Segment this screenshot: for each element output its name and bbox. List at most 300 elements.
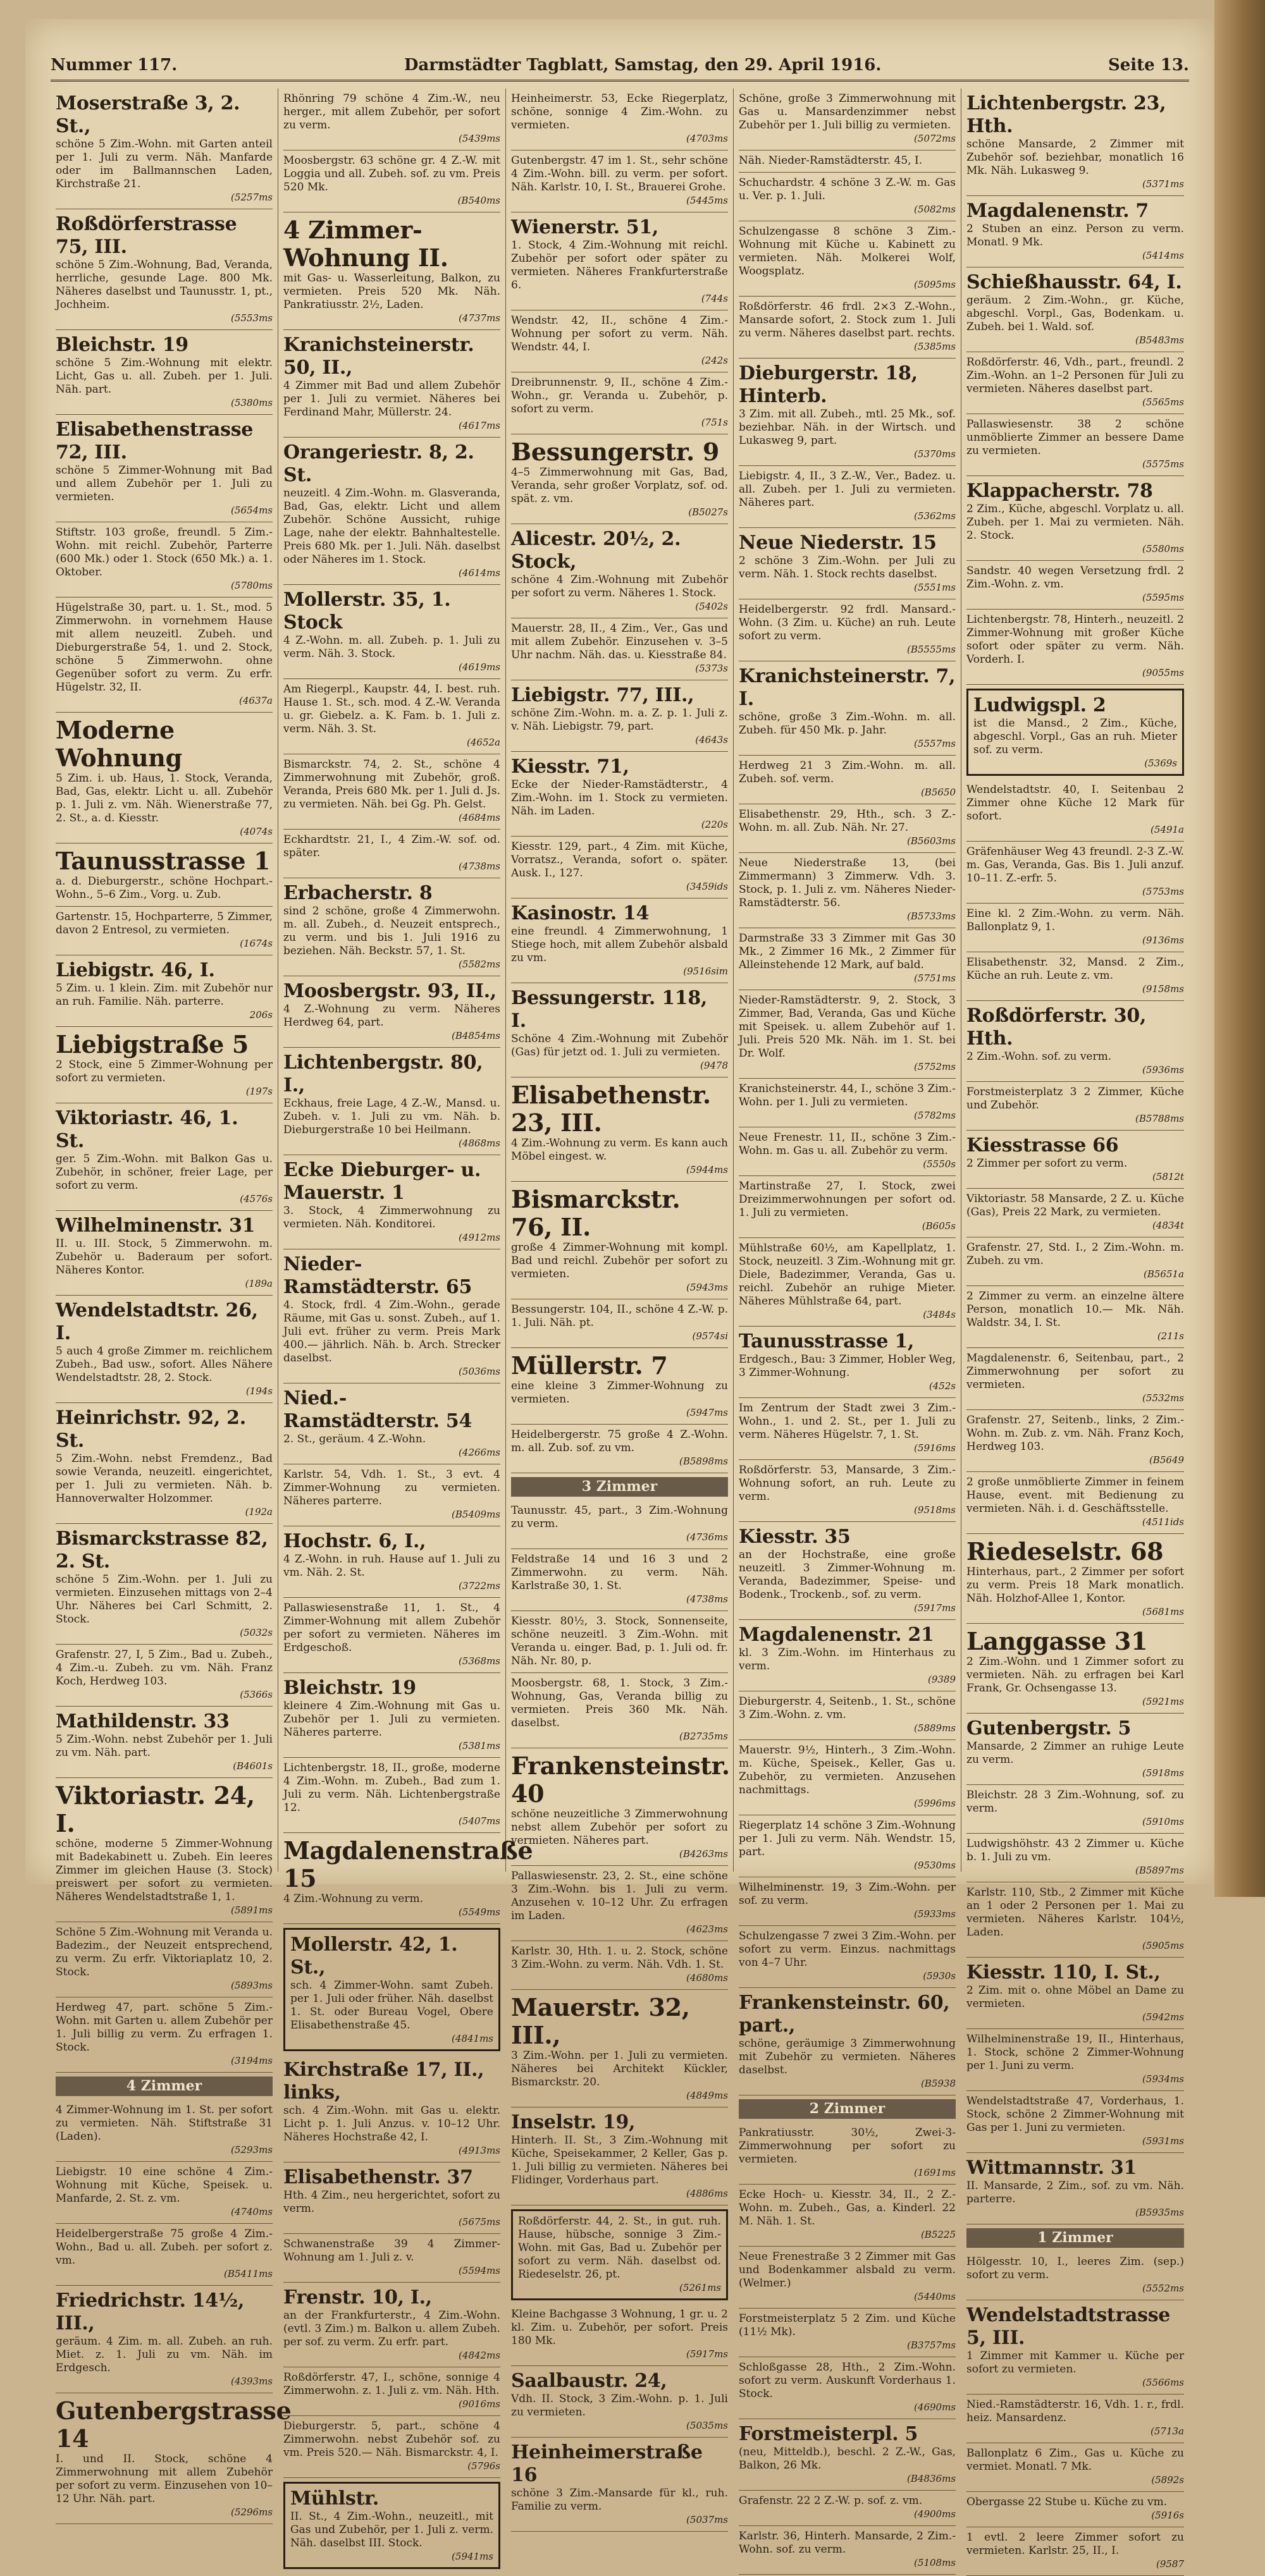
classified-ad — [283, 1383, 500, 1464]
classified-ad — [966, 689, 1184, 776]
ad-headline: Klappacherstr. 78 — [966, 480, 1153, 502]
ad-text: 5 auch 4 große Zimmer m. reichlichem Zubeh., Bad usw., sofort. Alles Nähere Wendelstadtstr. 28, 2. Stock. — [56, 1345, 273, 1384]
classified-ad — [739, 297, 956, 359]
classified-ad — [56, 2224, 273, 2286]
classified-ad — [56, 1645, 273, 1707]
classified-ad — [739, 1327, 956, 1398]
ad-reference-code: (5440ms — [914, 2291, 956, 2302]
ad-reference-code: (5916s — [1151, 2510, 1184, 2521]
classified-ad — [966, 1082, 1184, 1131]
ad-text: Grafenstr. 22 2 Z.-W. p. sof. z. vm. — [739, 2494, 923, 2507]
classified-ad — [56, 415, 273, 522]
classified-ad — [966, 1714, 1184, 1785]
ad-text: schöne, große 3 Zim.-Wohn. m. all. Zubeh. für 450 Mk. p. Jahr. — [739, 711, 956, 737]
ad-text: Kranichsteinerstr. 44, I., schöne 3 Zim.-Wohn. per 1. Juli zu vermieten. — [739, 1083, 956, 1108]
classified-ad — [966, 1534, 1184, 1624]
ad-reference-code: 206s — [249, 1009, 273, 1021]
ad-text: 2 große unmöblierte Zimmer in feinem Hause, event. mit Bedienung zu vermieten. Näh. i. d. Geschäftsstelle. — [966, 1476, 1184, 1515]
ad-reference-code: (B2735ms — [679, 1731, 728, 1742]
ad-text: große 4 Zimmer-Wohnung mit kompl. Bad und reichl. Zubehör per sofort zu vermieten. — [511, 1241, 728, 1280]
classified-ad — [283, 2234, 500, 2283]
classified-ad — [56, 1524, 273, 1645]
classified-ad — [966, 1237, 1184, 1286]
ad-headline: Bismarckstr. 76, II. — [511, 1185, 681, 1241]
ad-text: Karlstr. 54, Vdh. 1. St., 3 evt. 4 Zimmer-Wohnung zu vermieten. Näheres parterre. — [283, 1468, 500, 1507]
ad-reference-code: (211s — [1157, 1330, 1184, 1342]
classified-ad — [56, 1103, 273, 1211]
ad-reference-code: (4266ms — [459, 1447, 500, 1458]
ad-headline: Bessungerstr. 9 — [511, 438, 719, 466]
ad-reference-code: (5491a — [1151, 824, 1184, 835]
ad-headline: Wienerstr. 51, — [511, 216, 659, 238]
ad-reference-code: (5891ms — [231, 1904, 273, 1916]
classified-ad — [56, 843, 273, 907]
classified-ad — [511, 618, 728, 680]
ad-text: Wilhelminenstr. 19, 3 Zim.-Wohn. per sof. zu verm. — [739, 1881, 956, 1907]
classified-ad — [511, 524, 728, 618]
ad-text: Eine kl. 2 Zim.-Wohn. zu verm. Näh. Ballonplatz 9, 1. — [966, 907, 1184, 933]
ad-text: 3 Zim. mit all. Zubeh., mtl. 25 Mk., sof. beziehbar. Näh. in der Wirtsch. und Lukasweg 9, part. — [739, 408, 956, 447]
ad-reference-code: (5944ms — [686, 1164, 728, 1175]
classified-ad — [511, 1549, 728, 1611]
ad-reference-code: (9518ms — [914, 1504, 956, 1516]
ad-text: Roßdörferstr. 46 frdl. 2×3 Z.-Wohn., Mansarde sofort, 2. Stock zum 1. Juli zu verm. Näheres daselbst part. rechts. — [739, 300, 956, 340]
ad-reference-code: (5893ms — [231, 1980, 273, 1991]
classified-ad — [739, 1620, 956, 1691]
ad-reference-code: (4912ms — [459, 1232, 500, 1243]
classified-ad — [739, 853, 956, 928]
ad-headline: Nied.-Ramstädterstr. 54 — [283, 1387, 472, 1432]
ad-reference-code: (5796s — [467, 2460, 500, 2472]
ad-reference-code: (9587 — [1156, 2558, 1184, 2570]
classified-ad — [56, 1778, 273, 1922]
ad-headline: Magdalenenstraße 15 — [283, 1836, 533, 1892]
ad-text: schöne 5 Zim.-Wohnung mit elektr. Licht, Gas u. all. Zubeh. per 1. Juli. Näh. part. — [56, 357, 273, 396]
ad-reference-code: (5892s — [1151, 2474, 1184, 2486]
classified-ad — [966, 1834, 1184, 1882]
ad-text: Ludwigshöhstr. 43 2 Zimmer u. Küche b. 1. Juli zu vm. — [966, 1837, 1184, 1863]
classified-ad — [283, 1833, 533, 1924]
ad-text: (neu, Mitteldb.), beschl. 2 Z.-W., Gas, Balkon, 26 Mk. — [739, 2446, 956, 2472]
ad-text: Näh. Nieder-Ramstädterstr. 45, I. — [739, 154, 923, 167]
classified-ad — [739, 1926, 956, 1988]
classified-ad — [739, 990, 956, 1079]
classified-ad — [56, 330, 273, 415]
classified-ad — [283, 1758, 500, 1833]
classified-ad — [283, 2367, 500, 2416]
ad-reference-code: (5916ms — [914, 1442, 956, 1454]
ad-reference-code: (3459ids — [686, 881, 728, 892]
ad-headline: Kranichsteinerstr. 7, I. — [739, 665, 956, 710]
classified-ad — [511, 899, 728, 983]
classified-ad — [966, 952, 1184, 1001]
ad-text: Liebigstr. 4, II., 3 Z.-W., Ver., Badez. u. all. Zubeh. per 1. Juli zu vermieten. Näheres part. — [739, 470, 956, 509]
ad-reference-code: (5943ms — [686, 1282, 728, 1293]
classified-ad — [966, 610, 1184, 685]
ad-text: Schöne 4 Zim.-Wohnung mit Zubehör (Gas) für jetzt od. 1. Juli zu vermieten. — [511, 1033, 728, 1058]
ad-reference-code: (4913ms — [459, 2145, 500, 2156]
ad-text: Martinstraße 27, I. Stock, zwei Dreizimmerwohnungen per sofort od. 1. Juli zu vermieten. — [739, 1180, 956, 1219]
ad-reference-code: (5371ms — [1142, 178, 1184, 190]
classified-ad — [966, 1624, 1184, 1714]
ad-text: 2 Zimmer per sofort zu verm. — [966, 1157, 1128, 1170]
ad-reference-code: (5366s — [240, 1689, 273, 1700]
ad-text: Heidelbergerstr. 92 frdl. Mansard.-Wohn. (3 Zim. u. Küche) an ruh. Leute sofort zu verm. — [739, 603, 956, 642]
ad-text: Hinterh. II. St., 3 Zim.-Wohnung mit Küche, Speisekammer, 2 Keller, Gas p. 1. Juli billig zu vermieten. Näheres bei Flidinger, Vorderhaus part. — [511, 2134, 728, 2187]
classified-ad — [56, 89, 273, 209]
ad-headline: Nieder-Ramstädterstr. 65 — [283, 1253, 472, 1298]
column-5 — [961, 89, 1189, 2570]
ad-text: Darmstraße 33 3 Zimmer mit Gas 30 Mk., 2 Zimmer 16 Mk., 2 Zimmer für Alleinstehende 12 Mark, auf bald. — [739, 932, 956, 971]
classified-ad — [739, 1691, 956, 1740]
ad-reference-code: (9574si — [692, 1330, 728, 1342]
classified-ad — [511, 1425, 728, 1473]
ad-reference-code: (4074s — [240, 826, 273, 837]
classified-ad — [511, 2366, 728, 2438]
classified-ad — [283, 2482, 500, 2569]
classified-ad — [739, 1988, 956, 2095]
ad-headline: Viktoriastr. 46, 1. St. — [56, 1107, 238, 1152]
ad-text: Heidelbergerstraße 75 große 4 Zim.-Wohn., Bad u. all. Zubeh. per sofort z. vm. — [56, 2228, 273, 2267]
ad-reference-code: (5947ms — [686, 1407, 728, 1418]
ad-reference-code: (9389 — [927, 1674, 956, 1685]
ad-reference-code: (4617ms — [459, 420, 500, 431]
classified-ad — [739, 1522, 956, 1620]
ad-text: ist die Mansd., 2 Zim., Küche, abgeschl. Vorpl., Gas an ruh. Mieter sof. zu verm. — [973, 717, 1177, 756]
classified-ad — [283, 1928, 500, 2051]
ad-headline: Kiesstr. 110, I. St., — [966, 1961, 1161, 1984]
ad-text: Ecke Hoch- u. Kiesstr. 34, II., 2 Z.-Wohn. m. Zubeh., Gas, a. Kinderl. 22 M. Näh. 1. St. — [739, 2188, 956, 2228]
ad-text: 5 Zim.-Wohn. nebst Zubehör per 1. Juli zu vm. Näh. part. — [56, 1733, 273, 1759]
ad-text: Erdgesch., Bau: 3 Zimmer, Hobler Weg, 3 Zimmer-Wohnung. — [739, 1353, 956, 1379]
ad-text: 2 Zim. mit o. ohne Möbel an Dame zu vermieten. — [966, 1984, 1184, 2010]
ad-text: 2 Zim.-Wohn. sof. zu verm. — [966, 1050, 1112, 1063]
ad-reference-code: (194s — [245, 1385, 273, 1397]
ad-reference-code: (189a — [245, 1278, 273, 1289]
ad-reference-code: (B5898ms — [679, 1456, 728, 1467]
book-binding — [1214, 0, 1265, 1897]
ad-text: Am Riegerpl., Kaupstr. 44, I. best. ruh. Hause 1. St., sch. mod. 4 Z.-W. Veranda u. gr. Giebelz. a. K. Fam. b. 1. Juli z. verm. Näh. 3. St. — [283, 683, 500, 735]
ad-text: Nied.-Ramstädterstr. 16, Vdh. 1. r., frdl. heiz. Mansardenz. — [966, 2398, 1184, 2424]
ad-headline: Roßdörferstrasse 75, III. — [56, 213, 237, 258]
ad-text: schöne 5 Zimmer-Wohnung mit Bad und allem Zubehör per 1. Juli zu vermieten. — [56, 464, 273, 503]
classified-ad — [739, 2491, 956, 2526]
ad-reference-code: (5257ms — [231, 192, 273, 203]
ad-text: 2 Stuben an einz. Person zu verm. Monatl. 9 Mk. — [966, 223, 1184, 248]
classified-ad — [511, 372, 728, 434]
ad-headline: Wendelstadtstrasse 5, III. — [966, 2304, 1171, 2349]
ad-headline: Mollerstr. 42, 1. St., — [290, 1934, 458, 1978]
ad-text: Pankratiusstr. 30½, Zwei-3-Zimmerwohnung per sofort zu vermieten. — [739, 2126, 956, 2166]
ad-headline: Mathildenstr. 33 — [56, 1710, 230, 1733]
ad-reference-code: (5931ms — [1142, 2135, 1184, 2147]
ad-reference-code: (B3757ms — [907, 2340, 956, 2351]
classified-ad — [283, 2416, 500, 2478]
classified-ad — [511, 752, 728, 837]
ad-reference-code: (4849ms — [686, 2090, 728, 2101]
ad-headline: Liebigstr. 77, III., — [511, 684, 694, 706]
ad-text: Roßdörferstr. 47, I., schöne, sonnige 4 Zimmerwohn. z. 1. Juli z. vm. Näh. Hth. — [283, 2371, 500, 2397]
ad-reference-code: (4834t — [1152, 1220, 1184, 1231]
section-heading: 3 Zimmer — [511, 1477, 728, 1497]
ad-text: schöne 3 Zim.-Mansarde für kl., ruh. Familie zu verm. — [511, 2487, 728, 2513]
classified-ad — [56, 713, 273, 843]
ad-text: Forstmeisterplatz 5 2 Zim. und Küche (11½ Mk). — [739, 2312, 956, 2338]
classified-ad — [283, 89, 500, 150]
ad-text: Kleine Bachgasse 3 Wohnung, 1 gr. u. 2 kl. Zim. u. Zubehör, per sofort. Preis 180 Mk. — [511, 2308, 728, 2347]
ad-text: 3. Stock, 4 Zimmerwohnung zu vermieten. Näh. Konditorei. — [283, 1205, 500, 1230]
ad-reference-code: (5917ms — [914, 1602, 956, 1614]
classified-ad — [56, 907, 273, 955]
ad-reference-code: (5402s — [695, 601, 728, 612]
classified-ad — [966, 1785, 1184, 1834]
ad-text: Roßdörferstr. 44, 2. St., in gut. ruh. Hause, hübsche, sonnige 3 Zim.-Wohn. mit Gas, Bad u. Zubehör per sofort zu verm. Näh. daselbst od. Riedeselstr. 26, pt. — [518, 2215, 721, 2281]
classified-ad — [739, 528, 956, 599]
ad-text: Sandstr. 40 wegen Versetzung frdl. 2 Zim.-Wohn. z. vm. — [966, 565, 1184, 591]
ad-headline: Liebigstraße 5 — [56, 1030, 249, 1058]
ad-text: Schloßgasse 28, Hth., 2 Zim.-Wohn. sofort zu verm. Auskunft Vorderhaus 1. Stock. — [739, 2361, 956, 2400]
classified-ad — [739, 1127, 956, 1176]
ad-reference-code: (4900ms — [914, 2508, 956, 2520]
ad-text: Grafenstr. 27, Seitenb., links, 2 Zim.-Wohn. m. Zub. z. vm. Näh. Franz Koch, Herdweg 103. — [966, 1414, 1184, 1453]
ad-text: Rhönring 79 schöne 4 Zim.-W., neu herger., mit allem Zubehör, per sofort zu verm. — [283, 92, 500, 132]
ad-reference-code: (744s — [701, 293, 728, 304]
classified-ad — [739, 89, 956, 150]
ad-headline: Magdalenenstr. 7 — [966, 200, 1149, 222]
ad-reference-code: (5032s — [240, 1627, 273, 1638]
ad-text: schöne Zim.-Wohn. m. a. Z. p. 1. Juli z. v. Näh. Liebigstr. 79, part. — [511, 707, 728, 733]
ad-headline: Elisabethenstr. 37 — [283, 2166, 473, 2188]
classified-ad — [283, 830, 500, 878]
ad-text: eine kleine 3 Zimmer-Wohnung zu vermieten. — [511, 1380, 728, 1406]
classified-ad — [283, 212, 500, 330]
ad-headline: Forstmeisterpl. 5 — [739, 2423, 918, 2445]
ad-reference-code: (5580ms — [1142, 543, 1184, 555]
ad-text: Forstmeisterplatz 3 2 Zimmer, Küche und Zubehör. — [966, 1086, 1184, 1112]
ad-reference-code: (197s — [245, 1086, 273, 1097]
classified-ad — [511, 310, 728, 372]
ad-text: Viktoriastr. 58 Mansarde, 2 Z. u. Küche (Gas), Preis 22 Mark, zu vermieten. — [966, 1193, 1184, 1218]
ad-headline: Alicestr. 20½, 2. Stock, — [511, 528, 681, 573]
ad-text: II. u. III. Stock, 5 Zimmerwohn. m. Zubehör u. Baderaum per sofort. Näheres Kontor. — [56, 1237, 273, 1277]
ad-text: Mauerstr. 28, II., 4 Zim., Ver., Gas und mit allem Zubehör. Einzusehen v. 3–5 Uhr nachm. Näh. das. u. Kiesstraße 84. — [511, 622, 728, 661]
ad-text: 1. Stock, 4 Zim.-Wohnung mit reichl. Zubehör per sofort oder später zu vermieten. Näheres Frankfurterstraße 6. — [511, 239, 728, 291]
ad-headline: Müllerstr. 7 — [511, 1351, 668, 1380]
ad-headline: Wendelstadtstr. 26, I. — [56, 1299, 258, 1344]
ad-reference-code: (5362ms — [914, 510, 956, 522]
ad-reference-code: (B5555ms — [907, 644, 956, 655]
classified-ad — [56, 1211, 273, 1296]
ad-text: Grafenstr. 27, I, 5 Zim., Bad u. Zubeh., 4 Zim.-u. Zubeh. zu vm. Näh. Franz Koch, Herdweg 103. — [56, 1648, 273, 1688]
classified-ad — [283, 976, 500, 1048]
ad-text: Lichtenbergstr. 18, II., große, moderne 4 Zim.-Wohn. m. Zubeh., Bad zum 1. Juli zu verm. Näh. Lichtenbergstraße 12. — [283, 1762, 500, 1814]
ad-text: Stiftstr. 103 große, freundl. 5 Zim.-Wohn. mit reichl. Zubehör, Parterre (600 Mk.) oder 1. Stock (650 Mk.) a. 1. Oktober. — [56, 526, 273, 579]
ad-text: sind 2 schöne, große 4 Zimmerwohn. m. all. Zubeh., d. Neuzeit entsprech., zu verm. und bis 1. Juli 1916 zu beziehen. Näh. Beckstr. 57, 1. St. — [283, 905, 500, 957]
ad-reference-code: (9158ms — [1142, 983, 1184, 995]
ad-text: 2 schöne 3 Zim.-Wohn. per Juli zu verm. Näh. 1. Stock rechts daselbst. — [739, 555, 956, 580]
ad-headline: Taunusstrasse 1 — [56, 847, 271, 875]
ad-reference-code: (5380ms — [231, 397, 273, 408]
classified-ad — [739, 2526, 956, 2575]
ad-headline: Kiesstr. 35 — [739, 1526, 851, 1548]
classified-ad — [283, 150, 500, 212]
classified-ad — [511, 1990, 728, 2107]
classified-ad — [511, 2209, 728, 2300]
classified-ad — [966, 2527, 1184, 2576]
ad-text: an der Frankfurterstr., 4 Zim.-Wohn. (evtl. 3 Zim.) m. Balkon u. allem Zubeh. per sof. zu verm. Zu erfr. part. — [283, 2309, 500, 2348]
ad-reference-code: (5933ms — [914, 1908, 956, 1920]
ad-reference-code: (5082ms — [914, 204, 956, 215]
ad-reference-code: (5780ms — [231, 580, 273, 591]
classified-ad — [283, 1673, 500, 1758]
ad-headline: Riedeselstr. 68 — [966, 1537, 1164, 1566]
classified-ad — [511, 1748, 728, 1866]
ad-text: 2 Zim.-Wohn. und 1 Zimmer sofort zu vermieten. Näh. zu erfragen bei Karl Frank, Gr. Ochsengasse 13. — [966, 1655, 1184, 1695]
classified-ad — [739, 804, 956, 853]
ad-reference-code: (B5897ms — [1135, 1865, 1184, 1876]
ad-reference-code: (B5411ms — [224, 2268, 273, 2279]
ad-text: Grafenstr. 27, Std. I., 2 Zim.-Wohn. m. Zubeh. zu vm. — [966, 1241, 1184, 1267]
ad-reference-code: (B5788ms — [1135, 1113, 1184, 1124]
ad-text: Mauerstr. 9½, Hinterh., 3 Zim.-Wohn. m. Küche, Speisek., Keller, Gas u. Zubehör, zu vermieten. Anzusehen nachmittags. — [739, 1744, 956, 1796]
ad-headline: Erbacherstr. 8 — [283, 882, 433, 904]
classified-ad — [56, 2162, 273, 2224]
ad-reference-code: (5037ms — [686, 2514, 728, 2525]
ad-headline: Frankensteinstr. 40 — [511, 1751, 730, 1808]
ad-text: Im Zentrum der Stadt zwei 3 Zim.-Wohn., 1. und 2. St., per 1. Juli zu verm. Näheres Hügelstr. 7, 1. St. — [739, 1402, 956, 1441]
ad-text: Dreibrunnenstr. 9, II., schöne 4 Zim.-Wohn., gr. Veranda u. Zubehör, p. sofort zu verm. — [511, 376, 728, 415]
ad-reference-code: (5373s — [695, 663, 728, 674]
ad-text: 4 Z.-Wohnung zu verm. Näheres Herdweg 64, part. — [283, 1003, 500, 1029]
ad-text: Schöne, große 3 Zimmerwohnung mit Gas u. Mansardenzimmer nebst Zubehör per 1. Juli billig zu vermieten. — [739, 92, 956, 132]
ad-text: schöne 5 Zim.-Wohnung, Bad, Veranda, herrliche, gesunde Lage. 800 Mk. Näheres daselbst und Taunusstr. 1, pt., Jochheim. — [56, 259, 273, 311]
ad-reference-code: (B4854ms — [452, 1030, 500, 1041]
ad-reference-code: (B5603ms — [907, 835, 956, 847]
ad-reference-code: (5414ms — [1142, 250, 1184, 261]
classified-ad — [56, 598, 273, 713]
ad-reference-code: (5713a — [1151, 2426, 1184, 2437]
classified-ad — [56, 1707, 273, 1778]
ad-reference-code: (5261ms — [679, 2282, 721, 2293]
ad-reference-code: (5369s — [1144, 757, 1177, 769]
ad-reference-code: (5654ms — [231, 505, 273, 516]
ad-text: Elisabethenstr. 32, Mansd. 2 Zim., Küche an ruh. Leute z. vm. — [966, 956, 1184, 982]
ad-reference-code: (B5651a — [1144, 1268, 1184, 1280]
page-number: Seite 13. — [1108, 56, 1189, 75]
ad-text: 2 Stock, eine 5 Zimmer-Wohnung per sofort zu vermieten. — [56, 1058, 273, 1084]
ad-headline: Ludwigspl. 2 — [973, 694, 1106, 716]
ad-reference-code: (5370ms — [914, 448, 956, 460]
classified-ad — [966, 1001, 1184, 1082]
ad-reference-code: (751s — [701, 417, 728, 428]
ad-reference-code: (4576s — [240, 1193, 273, 1205]
ad-reference-code: (5934ms — [1142, 2073, 1184, 2085]
ad-reference-code: (B540ms — [457, 195, 500, 206]
classified-ad — [283, 679, 500, 754]
ad-text: schöne 5 Zim.-Wohn. per 1. Juli zu vermieten. Einzusehen mittags von 2–4 Uhr. Näheres bei Carl Schmitt, 2. Stock. — [56, 1573, 273, 1626]
classified-ad — [739, 1238, 956, 1327]
ad-text: Vdh. II. Stock, 3 Zim.-Wohn. p. 1. Juli zu vermieten. — [511, 2393, 728, 2419]
classified-ad — [966, 2153, 1184, 2224]
ad-reference-code: (5549ms — [459, 1906, 500, 1918]
ad-text: sch. 4 Zimmer-Wohn. samt Zubeh. per 1. Juli oder früher. Näh. daselbst 1. St. oder Bureau Vogel, Obere Elisabethenstraße 45. — [290, 1979, 493, 2032]
ad-reference-code: (220s — [701, 819, 728, 830]
ad-text: Pallaswiesenstr. 38 2 schöne unmöblierte Zimmer an bessere Dame zu vermieten. — [966, 418, 1184, 457]
ad-reference-code: (B5409ms — [452, 1509, 500, 1520]
ad-headline: Wilhelminenstr. 31 — [56, 1215, 256, 1237]
ad-reference-code: (5293ms — [231, 2144, 273, 2156]
ad-text: Kiesstr. 80½, 3. Stock, Sonnenseite, schöne neuzeitl. 3 Zim.-Wohn. mit Veranda u. einger. Bad, p. 1. Juli od. fr. Näh. Nr. 80, p. — [511, 1615, 728, 1667]
ad-reference-code: (5930s — [923, 1970, 956, 1982]
ad-text: ger. 5 Zim.-Wohn. mit Balkon Gas u. Zubehör, in schöner, freier Lage, per sofort zu verm. — [56, 1153, 273, 1192]
ad-reference-code: (5553ms — [231, 312, 273, 324]
classified-ad — [966, 1286, 1184, 1348]
ad-reference-code: (1691ms — [914, 2167, 956, 2178]
ad-reference-code: (4738ms — [459, 861, 500, 872]
ad-text: Wilhelminenstraße 19, II., Hinterhaus, 1. Stock, schöne 2 Zimmer-Wohnung per 1. Juni zu verm. — [966, 2033, 1184, 2072]
ad-reference-code: (5035ms — [686, 2420, 728, 2431]
classified-ad — [511, 1611, 728, 1673]
ad-reference-code: (5675ms — [459, 2216, 500, 2228]
ad-text: Wendstr. 42, II., schöne 4 Zim.-Wohnung per sofort zu verm. Näh. Wendstr. 44, I. — [511, 314, 728, 353]
ad-text: a. d. Dieburgerstr., schöne Hochpart.-Wohn., 5–6 Zim., Vorg. u. Zub. — [56, 875, 273, 901]
ad-headline: Dieburgerstr. 18, Hinterb. — [739, 362, 918, 407]
ad-headline: Ecke Dieburger- u. Mauerstr. 1 — [283, 1159, 481, 1204]
ad-reference-code: (4703ms — [686, 133, 728, 144]
ad-headline: Heinrichstr. 92, 2. St. — [56, 1407, 246, 1452]
classified-ad — [739, 2309, 956, 2357]
ad-reference-code: (4736ms — [686, 1531, 728, 1543]
ad-text: Magdalenenstr. 6, Seitenbau, part., 2 Zimmerwohnung per sofort zu vermieten. — [966, 1352, 1184, 1391]
classified-ad — [56, 1296, 273, 1403]
ad-headline: Elisabethenstr. 23, III. — [511, 1081, 711, 1137]
ad-headline: Mauerstr. 32, III., — [511, 1993, 690, 2049]
ad-reference-code: (9516sim — [683, 966, 728, 977]
ad-headline: Magdalenenstr. 21 — [739, 1624, 934, 1646]
ad-text: schöne 5 Zim.-Wohn. mit Garten anteil per 1. Juli zu verm. Näh. Manfarde oder im Ballmannschen Laden, Kirchstraße 21. — [56, 138, 273, 190]
ad-reference-code: (4623ms — [686, 1923, 728, 1935]
classified-ad — [56, 1027, 273, 1103]
ad-text: schöne, moderne 5 Zimmer-Wohnung mit Badekabinett u. Zubeh. Ein leeres Zimmer im gleichen Hause (3. Stock) preiswert per sofort zu vermieten. Näheres Wendelstadtstraße 1, 1. — [56, 1837, 273, 1903]
ad-text: 4. Stock, frdl. 4 Zim.-Wohn., gerade Räume, mit Gas u. sonst. Zubeh., auf 1. Juli evt. früher zu verm. Preis Mark 400.— jährlich. Näh. b. Arch. Strecker daselbst. — [283, 1299, 500, 1365]
ad-text: Moosbergstr. 68, 1. Stock, 3 Zim.-Wohnung, Gas, Veranda billig zu vermieten. Preis 360 Mk. Näh. daselbst. — [511, 1677, 728, 1729]
ad-text: Ballonplatz 6 Zim., Gas u. Küche zu vermiet. Monatl. 7 Mk. — [966, 2447, 1184, 2473]
ad-reference-code: (5296ms — [231, 2506, 273, 2518]
ad-reference-code: (5407ms — [459, 1815, 500, 1827]
ad-text: Roßdörferstr. 46, Vdh., part., freundl. 2 Zim.-Wohn. an 1–2 Personen für Juli zu vermieten. Näheres daselbst part. — [966, 356, 1184, 395]
ad-headline: Bessungerstr. 118, I. — [511, 987, 708, 1032]
classified-ad — [966, 842, 1184, 904]
classified-ad — [739, 466, 956, 528]
ad-reference-code: (4619ms — [459, 661, 500, 673]
ad-reference-code: (5557ms — [914, 738, 956, 749]
ad-text: Eckhaus, freie Lage, 4 Z.-W., Mansd. u. Zubeh. v. 1. Juli zu vm. Näh. b. Dieburgerstraße 10 bei Heilmann. — [283, 1097, 500, 1136]
ad-reference-code: (5551ms — [914, 582, 956, 593]
classified-ad — [739, 1740, 956, 1815]
classified-ad — [283, 1464, 500, 1526]
classified-ad — [966, 1882, 1184, 1958]
classified-ad — [283, 1048, 500, 1155]
ad-reference-code: (5552ms — [1142, 2283, 1184, 2294]
ad-text: eine freundl. 4 Zimmerwohnung, 1 Stiege hoch, mit allem Zubehör alsbald zu vm. — [511, 925, 728, 964]
ad-reference-code: (4393ms — [231, 2376, 273, 2387]
ad-text: schöne neuzeitliche 3 Zimmerwohnung nebst allem Zubehör per sofort zu vermieten. Näheres part. — [511, 1808, 728, 1847]
classified-ad — [739, 599, 956, 661]
classified-ad — [283, 1526, 500, 1598]
ad-text: Herdweg 47, part. schöne 5 Zim.-Wohn. mit Garten u. allem Zubehör per 1. Juli billig zu verm. Zu erfragen 1. Stock. — [56, 2001, 273, 2054]
classified-ad — [739, 1460, 956, 1522]
classified-ad — [56, 1922, 273, 1997]
